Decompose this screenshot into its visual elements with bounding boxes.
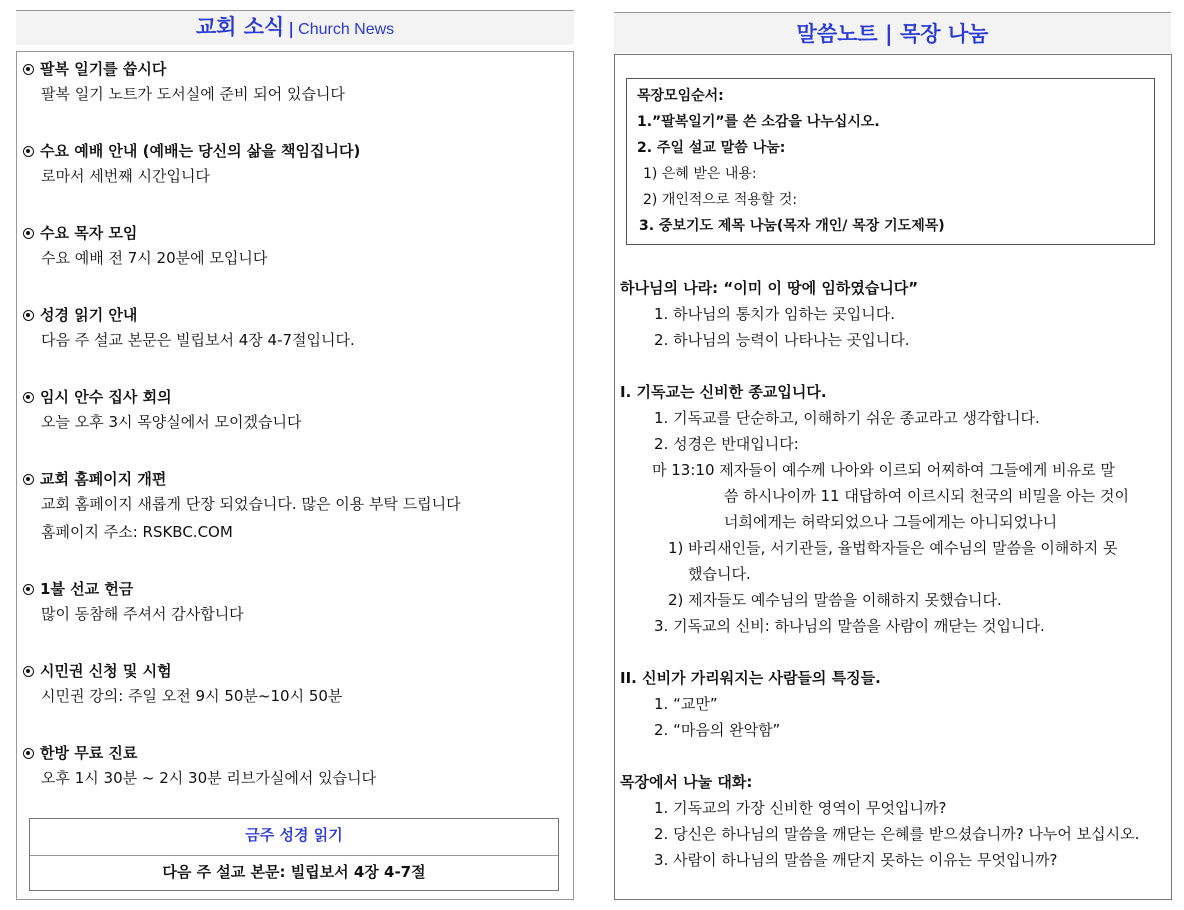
- meeting-order-item: 1.”팔복일기”를 쓴 소감을 나누십시오.: [637, 114, 880, 130]
- news-item: [23, 742, 563, 792]
- news-item: [23, 578, 563, 628]
- news-item: [23, 304, 563, 354]
- radio-bullet-icon: [23, 666, 34, 677]
- outline-point: 2. “마음의 완악함”: [654, 721, 781, 739]
- section-heading: II. 신비가 가리워지는 사람들의 특징들.: [620, 669, 881, 687]
- news-title: 시민권 신청 및 시험: [40, 662, 172, 680]
- radio-bullet-icon: [23, 146, 34, 157]
- outline-point: 1. 하나님의 통치가 임하는 곳입니다.: [654, 305, 896, 323]
- meeting-order-title: 목장모임순서:: [637, 88, 724, 104]
- news-item: [23, 222, 563, 272]
- scripture-verse: 씀 하시나이까 11 대답하여 이르시되 천국의 비밀을 아는 것이: [724, 487, 1129, 505]
- radio-bullet-icon: [23, 64, 34, 75]
- weekly-bible-reading-text: 다음 주 설교 본문: 빌립보서 4장 4-7절: [162, 863, 426, 881]
- weekly-bible-reading-box: [29, 818, 559, 891]
- outline-subpoint: 1) 바리새인들, 서기관들, 율법학자들은 예수님의 말씀을 이해하지 못: [668, 539, 1118, 557]
- news-item: [23, 660, 563, 710]
- church-news-title: 교회 소식: [195, 15, 285, 39]
- news-title: 1불 선교 헌금: [40, 580, 134, 598]
- section-heading: I. 기독교는 신비한 종교입니다.: [620, 383, 827, 401]
- news-item: [23, 140, 563, 190]
- sermon-outline: [620, 275, 1168, 873]
- news-item: [23, 386, 563, 436]
- radio-bullet-icon: [23, 392, 34, 403]
- news-title: 성경 읽기 안내: [40, 306, 138, 324]
- news-list: [23, 58, 563, 824]
- sermon-notes-header: [614, 12, 1171, 53]
- meeting-order-subitem: 2) 개인적으로 적용할 것:: [643, 192, 798, 208]
- radio-bullet-icon: [23, 474, 34, 485]
- discussion-question: 2. 당신은 하나님의 말씀을 깨닫는 은혜를 받으셨습니까? 나누어 보십시오.: [654, 825, 1140, 843]
- news-item: [23, 468, 563, 546]
- homepage-address: 홈페이지 주소: RSKBC.COM: [41, 523, 233, 541]
- discussion-heading: 목장에서 나눌 대화:: [620, 773, 753, 791]
- church-news-header: [16, 10, 574, 45]
- radio-bullet-icon: [23, 310, 34, 321]
- outline-subpoint: 했습니다.: [688, 565, 751, 583]
- scripture-verse: 마 13:10 제자들이 예수께 나아와 이르되 어찌하여 그들에게 비유로 말: [652, 461, 1115, 479]
- news-title: 팔복 일기를 씁시다: [40, 60, 167, 78]
- meeting-order-item: 3. 중보기도 제목 나눔(목자 개인/ 목장 기도제목): [639, 218, 945, 234]
- news-line: 시민권 강의: 주일 오전 9시 50분~10시 50분: [41, 687, 343, 705]
- header-separator: |: [288, 19, 295, 38]
- news-line: 수요 예배 전 7시 20분에 모입니다: [41, 249, 268, 267]
- news-title: 교회 홈페이지 개편: [40, 470, 167, 488]
- news-title: 한방 무료 진료: [40, 744, 138, 762]
- weekly-bible-reading-title: 금주 성경 읽기: [30, 819, 558, 856]
- outline-point: 3. 기독교의 신비: 하나님의 말씀을 사람이 깨닫는 것입니다.: [654, 617, 1045, 635]
- news-line: 교회 홈페이지 새롭게 단장 되었습니다. 많은 이용 부탁 드립니다: [41, 495, 461, 513]
- news-line: 오후 1시 30분 ~ 2시 30분 리브가실에서 있습니다: [41, 769, 377, 787]
- sermon-notes-title: 말씀노트 | 목장 나눔: [796, 22, 989, 46]
- radio-bullet-icon: [23, 584, 34, 595]
- sermon-notes-panel: [614, 54, 1172, 900]
- news-item: [23, 58, 563, 108]
- scripture-verse: 너희에게는 허락되었으나 그들에게는 아니되었나니: [724, 513, 1058, 531]
- news-line: 로마서 세번째 시간입니다: [41, 167, 210, 185]
- news-title: 임시 안수 집사 회의: [40, 388, 172, 406]
- discussion-question: 1. 기독교의 가장 신비한 영역이 무엇입니까?: [654, 799, 947, 817]
- outline-point: 1. 기독교를 단순하고, 이해하기 쉬운 종교라고 생각합니다.: [654, 409, 1040, 427]
- radio-bullet-icon: [23, 748, 34, 759]
- intro-heading: 하나님의 나라: “이미 이 땅에 임하였습니다”: [620, 279, 919, 297]
- radio-bullet-icon: [23, 228, 34, 239]
- news-title: 수요 예배 안내 (예배는 당신의 삶을 책임집니다): [40, 142, 361, 160]
- church-news-subtitle: Church News: [298, 21, 395, 38]
- news-line: 팔복 일기 노트가 도서실에 준비 되어 있습니다: [41, 85, 345, 103]
- church-news-panel: [16, 51, 574, 900]
- meeting-order-box: [626, 78, 1155, 245]
- outline-point: 2. 성경은 반대입니다:: [654, 435, 799, 453]
- meeting-order-subitem: 1) 은혜 받은 내용:: [643, 166, 757, 182]
- outline-subpoint: 2) 제자들도 예수님의 말씀을 이해하지 못했습니다.: [668, 591, 1002, 609]
- news-title: 수요 목자 모임: [40, 224, 138, 242]
- news-line: 오늘 오후 3시 목양실에서 모이겠습니다: [41, 413, 302, 431]
- outline-point: 2. 하나님의 능력이 나타나는 곳입니다.: [654, 331, 910, 349]
- news-line: 많이 동참해 주셔서 감사합니다: [41, 605, 244, 623]
- discussion-question: 3. 사람이 하나님의 말씀을 깨닫지 못하는 이유는 무엇입니까?: [654, 851, 1058, 869]
- meeting-order-item: 2. 주일 설교 말씀 나눔:: [637, 140, 786, 156]
- news-line: 다음 주 설교 본문은 빌립보서 4장 4-7절입니다.: [41, 331, 355, 349]
- outline-point: 1. “교만”: [654, 695, 718, 713]
